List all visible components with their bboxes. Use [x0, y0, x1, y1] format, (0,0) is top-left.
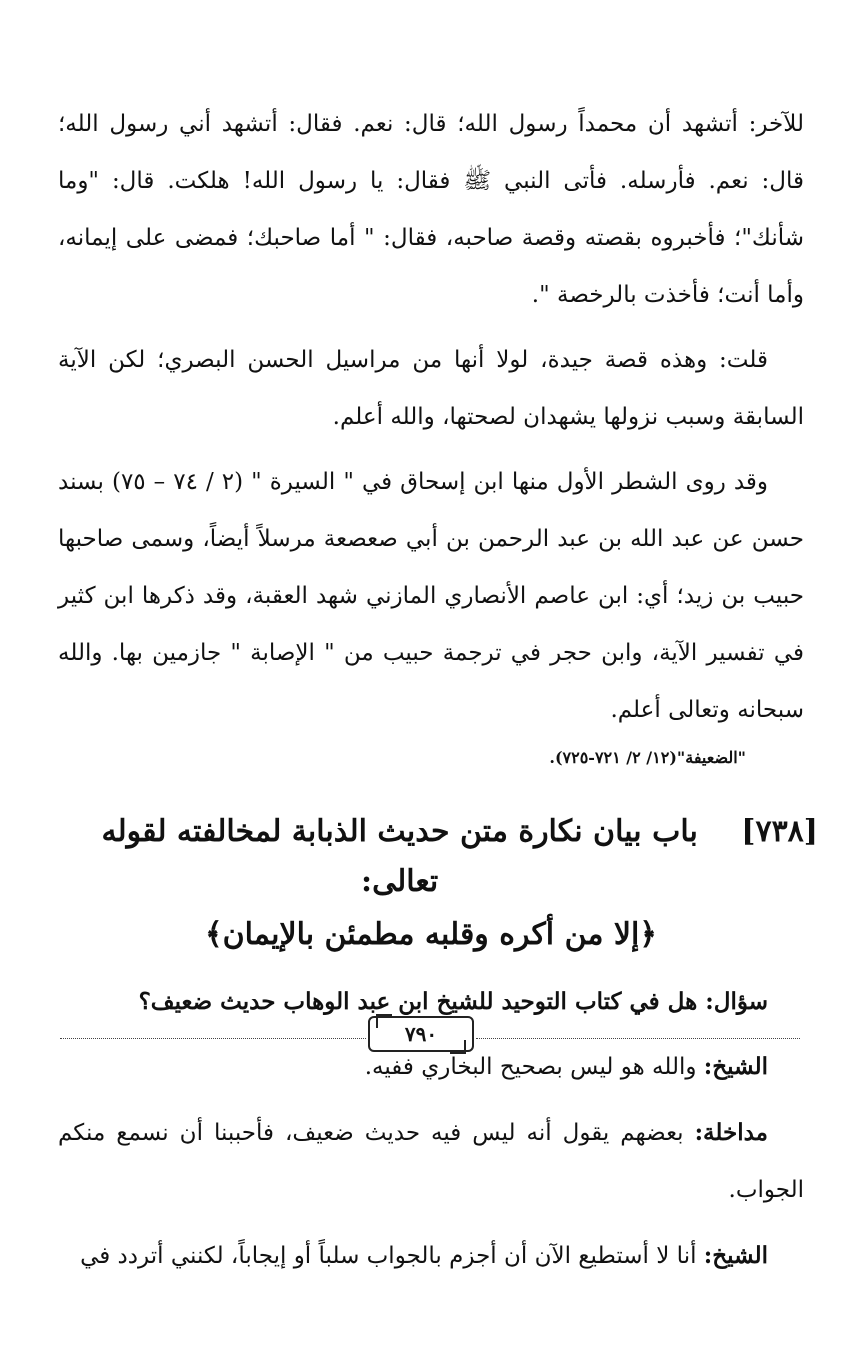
chapter-number: [٧٣٨] — [741, 814, 818, 849]
dialogue-text: أنا لا أستطيع الآن أن أجزم بالجواب سلباً أو إيجاباً، لكنني أتردد في — [80, 1243, 704, 1269]
dialogue-intervention — [58, 1104, 804, 1219]
dialogue-answer — [58, 1227, 804, 1285]
dialogue-text: والله هو ليس بصحيح البخاري ففيه. — [364, 1054, 704, 1080]
chapter-heading — [58, 807, 818, 959]
speaker-label: سؤال: — [705, 988, 768, 1015]
page-number: ٧٩٠ — [404, 1022, 438, 1046]
page-footer — [60, 1014, 800, 1054]
quran-verse: ﴿إلا من أكره وقلبه مطمئن بالإيمان﴾ — [205, 917, 657, 952]
dialogue-text: هل في كتاب التوحيد للشيخ ابن عبد الوهاب حديث ضعيف؟ — [138, 988, 706, 1015]
source-reference: "الضعيفة"(١٢/ ٢/ ٧٢١-٧٢٥). — [549, 748, 746, 767]
page-body — [58, 96, 818, 1285]
speaker-label: مداخلة: — [694, 1119, 768, 1146]
chapter-heading-line — [58, 807, 818, 907]
dialogue-text: بعضهم يقول أنه ليس فيه حديث ضعيف، فأحببنا أن نسمع منكم الجواب. — [58, 1120, 804, 1203]
frame-ornament-icon — [450, 1040, 466, 1054]
chapter-title: باب بيان نكارة متن حديث الذبابة لمخالفته لقوله تعالى: — [101, 814, 698, 899]
paragraph-narration: وقد روى الشطر الأول منها ابن إسحاق في " السيرة " (٢ / ٧٤ – ٧٥) بسند حسن عن عبد الله بن عبد الرحمن بن أبي صعصعة مرسلاً أيضاً، وسمى صاحبها حبيب بن زيد؛ أي: ابن عاصم الأنصاري المازني شهد العقبة، وقد ذكرها ابن كثير في تفسير الآية، وابن حجر في ترجمة حبيب من " الإصابة " جازمين بها. والله سبحانه وتعالى أعلم. — [58, 469, 804, 723]
frame-ornament-icon — [376, 1014, 392, 1028]
speaker-label: الشيخ: — [703, 1053, 768, 1080]
speaker-label: الشيخ: — [703, 1242, 768, 1269]
paragraph-continuation: للآخر: أتشهد أن محمداً رسول الله؛ قال: نعم. فقال: أتشهد أني رسول الله؛ قال: نعم. فأرسله. فأتى النبي ﷺ فقال: يا رسول الله! هلكت. قال: "وما شأنك"؛ فأخبروه بقصته وقصة صاحبه، فقال: " أما صاحبك؛ فمضى على إيمانه، وأما أنت؛ فأخذت بالرخصة ". — [58, 111, 804, 308]
footer-divider-left — [60, 1038, 366, 1039]
paragraph-comment: قلت: وهذه قصة جيدة، لولا أنها من مراسيل الحسن البصري؛ لكن الآية السابقة وسبب نزولها يشهدان لصحتها، والله أعلم. — [58, 347, 804, 430]
footer-divider-right — [476, 1038, 800, 1039]
page-number-frame — [368, 1016, 474, 1052]
